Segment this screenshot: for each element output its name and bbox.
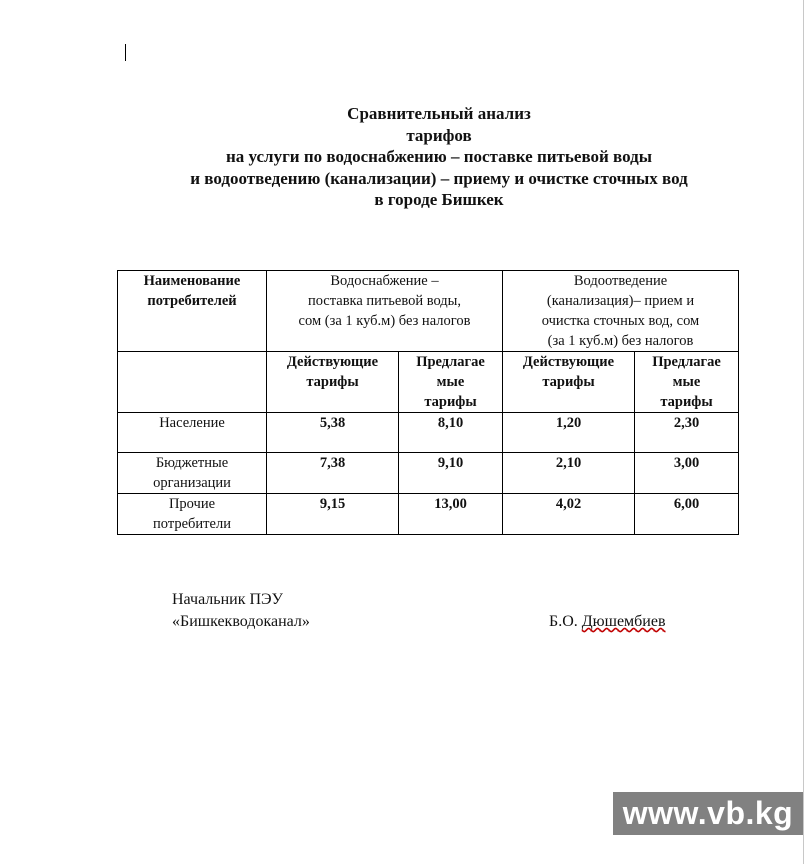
- text-cursor: [125, 44, 126, 61]
- title-line: на услуги по водоснабжению – поставке питьевой воды: [225, 147, 652, 166]
- header-water-current: Действующие тарифы: [267, 352, 399, 413]
- sewer-current-value: 4,02: [503, 494, 635, 535]
- header-sewer-proposed: Предлагае мые тарифы: [635, 352, 739, 413]
- tariff-table: [117, 270, 739, 535]
- signatory-surname: Дюшембиев: [581, 613, 666, 630]
- table-row: [118, 494, 739, 535]
- title-line: и водоотведению (канализации) – приему и очистке сточных вод: [190, 168, 688, 188]
- header-water-supply: Водоснабжение – поставка питьевой воды, сом (за 1 куб.м) без налогов: [267, 271, 503, 352]
- signatory-title: Начальник ПЭУ: [172, 591, 283, 608]
- signatory-initials: Б.О.: [549, 613, 582, 630]
- header-sewerage: Водоотведение (канализация)– прием и очистка сточных вод, сом (за 1 куб.м) без налогов: [503, 271, 739, 352]
- sewer-proposed-value: 3,00: [635, 453, 739, 494]
- header-consumer: Наименование потребителей: [118, 271, 267, 352]
- document-title: [0, 103, 810, 211]
- water-current-value: 5,38: [267, 413, 399, 453]
- water-proposed-value: 8,10: [399, 413, 503, 453]
- table-subheader-row: [118, 352, 739, 413]
- title-line: тарифов: [406, 125, 472, 145]
- watermark-logo: www.vb.kg: [613, 792, 803, 835]
- signatory-organization: «Бишкекводоканал»: [172, 613, 310, 630]
- header-sewer-current: Действующие тарифы: [503, 352, 635, 413]
- table-row: [118, 413, 739, 453]
- table-header-row: [118, 271, 739, 352]
- row-consumer-name: Население: [118, 413, 267, 453]
- header-empty: [118, 352, 267, 413]
- water-proposed-value: 9,10: [399, 453, 503, 494]
- water-current-value: 7,38: [267, 453, 399, 494]
- row-consumer-name: Прочие потребители: [118, 494, 267, 535]
- sewer-proposed-value: 6,00: [635, 494, 739, 535]
- header-water-proposed: Предлагае мые тарифы: [399, 352, 503, 413]
- water-proposed-value: 13,00: [399, 494, 503, 535]
- signatory-name: [549, 611, 666, 633]
- sewer-proposed-value: 2,30: [635, 413, 739, 453]
- title-line: в городе Бишкек: [374, 190, 504, 209]
- table-row: [118, 453, 739, 494]
- title-line: Сравнительный анализ: [347, 104, 531, 123]
- water-current-value: 9,15: [267, 494, 399, 535]
- sewer-current-value: 2,10: [503, 453, 635, 494]
- signatory-position: [172, 589, 310, 633]
- sewer-current-value: 1,20: [503, 413, 635, 453]
- row-consumer-name: Бюджетные организации: [118, 453, 267, 494]
